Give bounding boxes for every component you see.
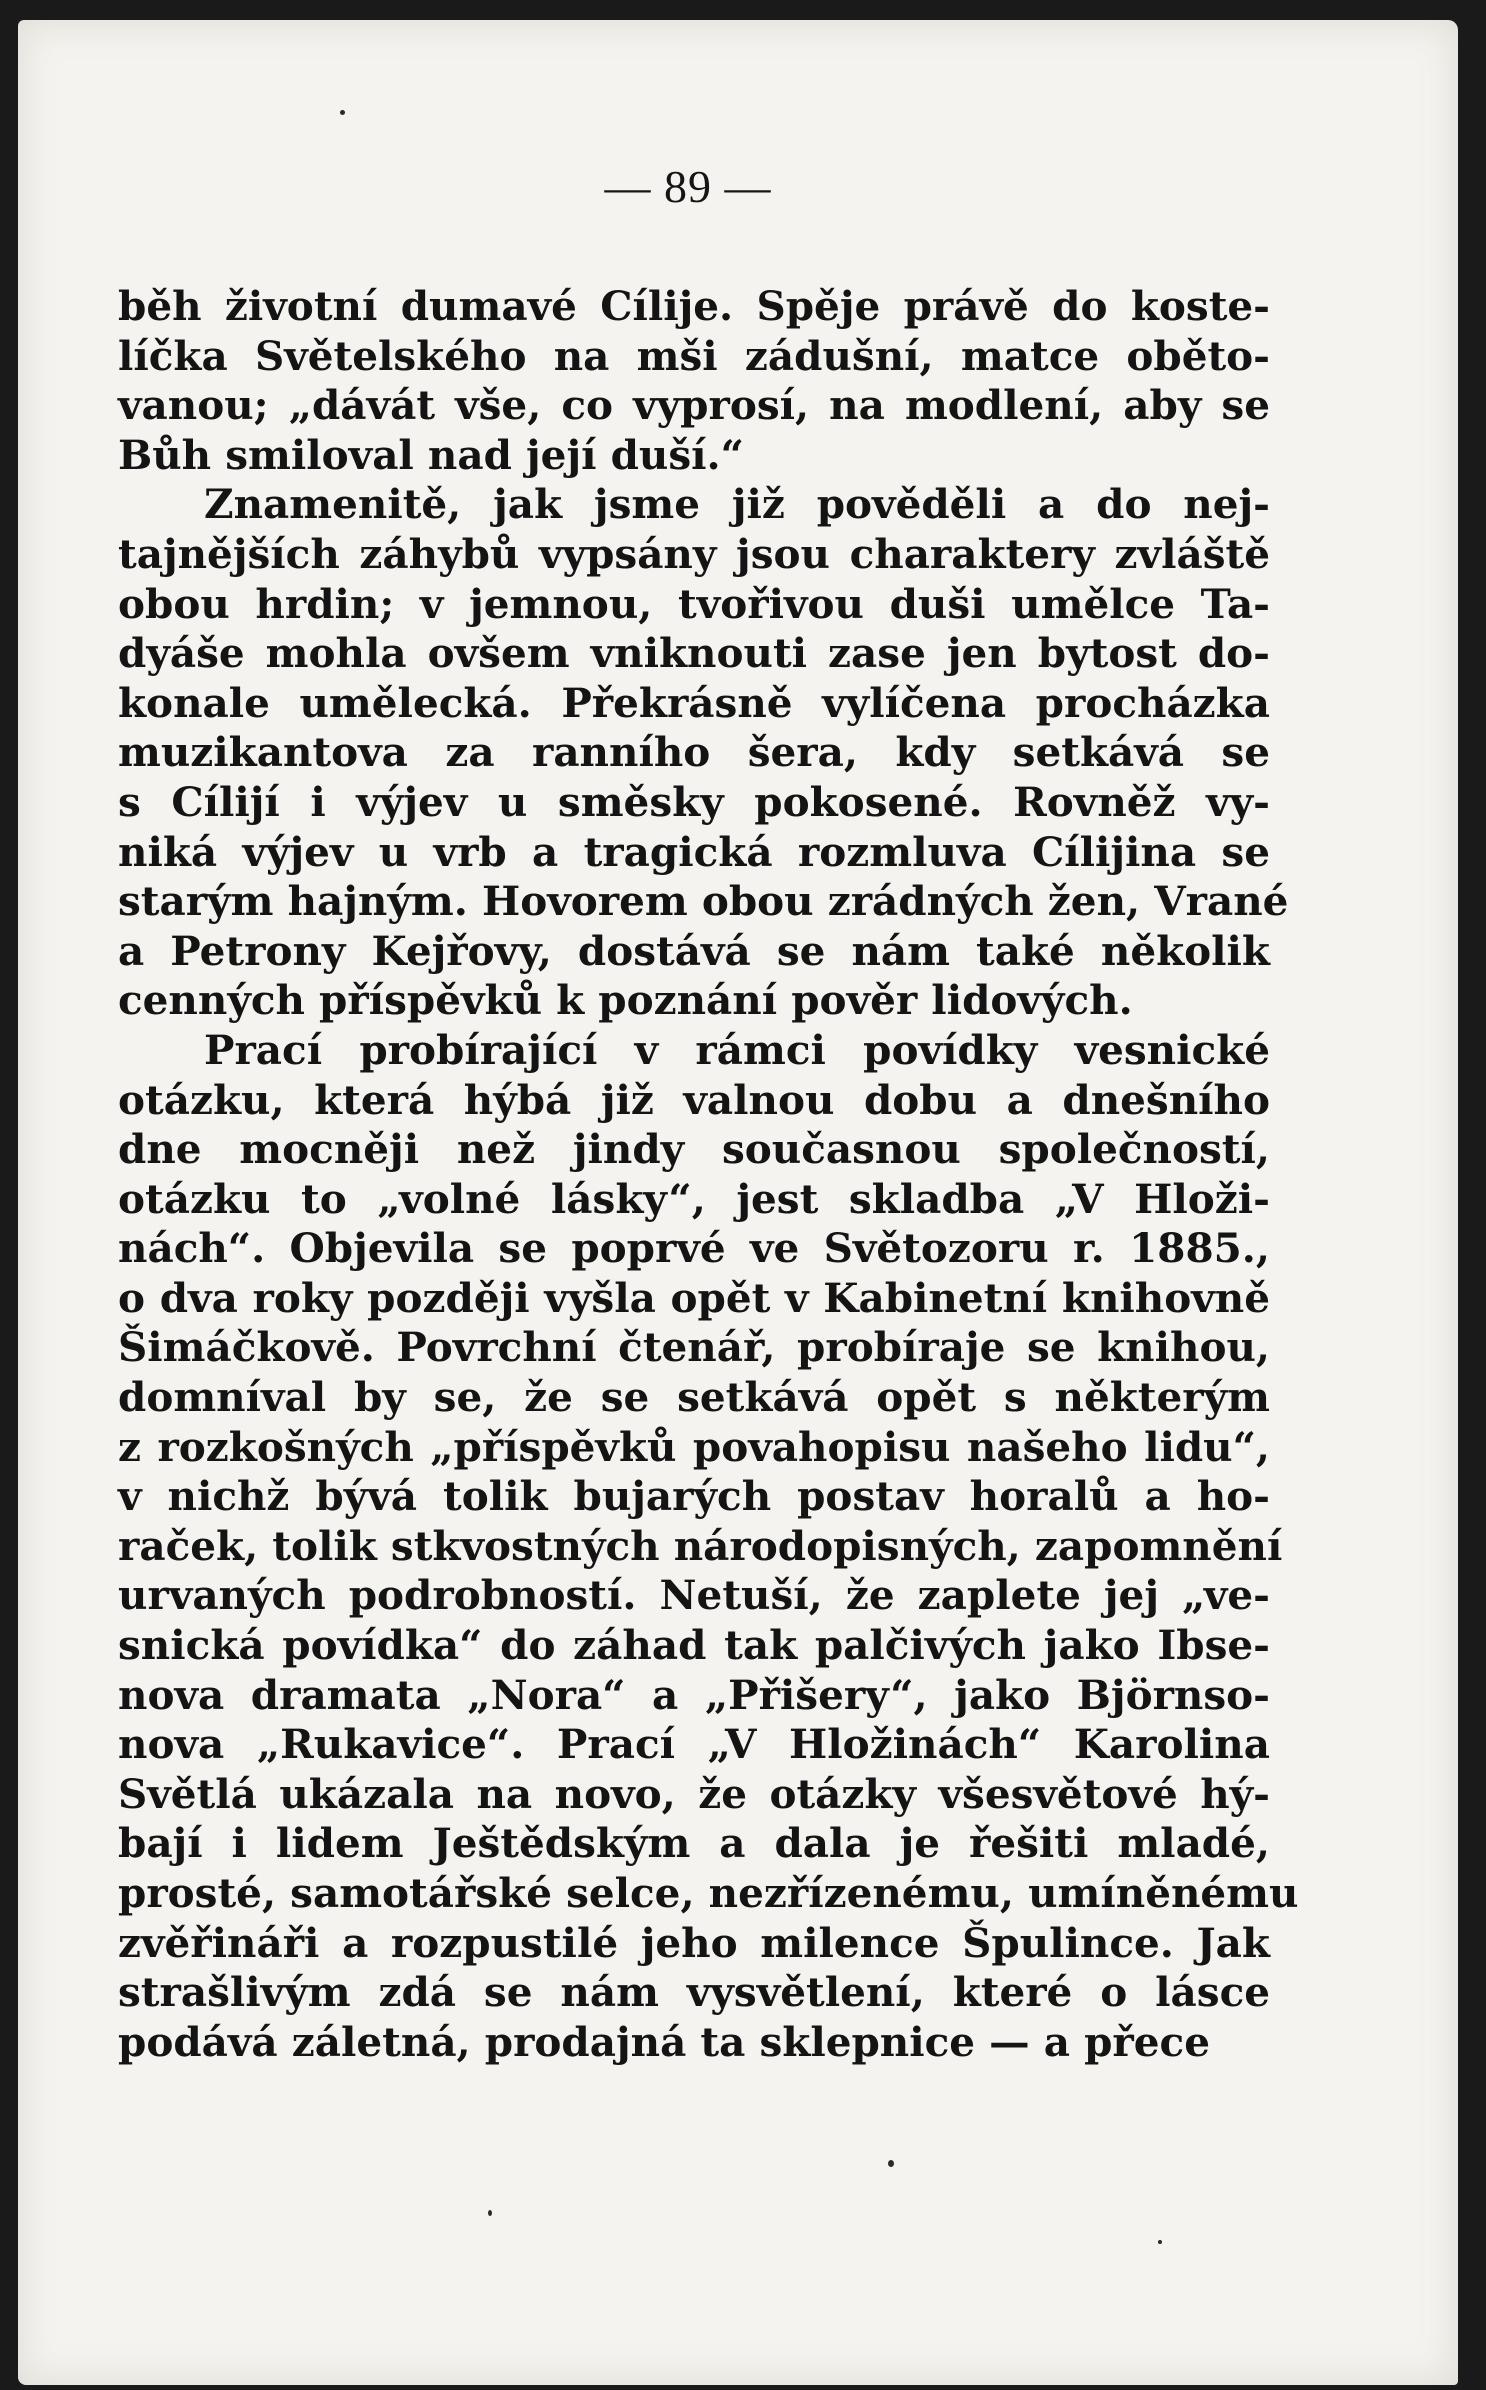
text-line: Znamenitě, jak jsme již pověděli a do nej- (204, 480, 1270, 529)
text-line: prosté, samotářské selce, nezřízenému, umíněnému (118, 1869, 1299, 1917)
ink-speck (488, 2210, 492, 2216)
ink-speck (340, 110, 345, 115)
text-line: bají i lidem Ještědským a dala je řešiti mladé, (118, 1819, 1270, 1868)
text-line: zvěřináři a rozpustilé jeho milence Špulince. Jak (118, 1918, 1270, 1967)
text-line: muzikantova za ranního šera, kdy setkává se (118, 728, 1270, 777)
text-line: vanou; „dávát vše, co vyprosí, na modlení, aby se (118, 381, 1270, 430)
text-line: Prací probírající v rámci povídky vesnické (204, 1025, 1270, 1074)
text-line: tajnějších záhybů vypsány jsou charaktery zvláště (118, 529, 1270, 578)
book-page (18, 20, 1458, 2385)
text-line: snická povídka“ do záhad tak palčivých jako Ibse- (118, 1621, 1270, 1670)
text-line: raček, tolik stkvostných národopisných, zapomnění (118, 1521, 1283, 1570)
text-line: nova dramata „Nora“ a „Přišery“, jako Björnso- (118, 1670, 1270, 1719)
text-line: Bůh smiloval nad její duší.“ (118, 430, 744, 479)
text-line: o dva roky později vyšla opět v Kabinetní knihovně (118, 1273, 1270, 1322)
text-line: s Cílijí i výjev u směsky pokosené. Rovněž vy- (118, 777, 1270, 826)
text-line: niká výjev u vrb a tragická rozmluva Cílijina se (118, 827, 1270, 876)
text-line: strašlivým zdá se nám vysvětlení, které o lásce (118, 1968, 1270, 2017)
text-line: podává záletná, prodajná ta sklepnice — a přece (118, 2017, 1210, 2066)
text-line: běh životní dumavé Cílije. Spěje právě do koste- (118, 282, 1270, 330)
text-line: dyáše mohla ovšem vniknouti zase jen bytost do- (118, 629, 1270, 678)
text-line: nách“. Objevila se poprvé ve Světozoru r. 1885., (118, 1224, 1270, 1273)
text-line: z rozkošných „příspěvků povahopisu našeho lidu“, (118, 1422, 1270, 1471)
page-number: — 89 — (604, 161, 772, 212)
text-line: a Petrony Kejřovy, dostává se nám také několik (118, 926, 1270, 975)
text-line: dne mocněji než jindy současnou společností, (118, 1125, 1270, 1174)
body-text (118, 282, 1299, 2067)
ink-speck (888, 2160, 894, 2167)
ink-speck (1158, 2240, 1162, 2244)
text-line: líčka Světelského na mši zádušní, matce obětо- (118, 331, 1270, 380)
text-line: Světlá ukázala na novo, že otázky všesvětové hý- (118, 1769, 1270, 1818)
text-line: otázku to „volné lásky“, jest skladba „V Hloži- (118, 1174, 1270, 1223)
text-line: starým hajným. Hovorem obou zrádných žen, Vrané (118, 877, 1289, 926)
text-line: obou hrdin; v jemnou, tvořivou duši umělce Ta- (118, 579, 1270, 628)
text-line: urvaných podrobností. Netuší, že zaplete jej „ve- (118, 1571, 1270, 1620)
text-line: nova „Rukavice“. Prací „V Hložinách“ Karolina (118, 1720, 1270, 1769)
text-line: konale umělecká. Překrásně vylíčena procházka (118, 678, 1270, 727)
text-line: otázku, která hýbá již valnou dobu a dnešního (118, 1075, 1270, 1124)
text-line: Šimáčkově. Povrchní čtenář, probíraje se knihou, (118, 1323, 1270, 1372)
text-line: cenných příspěvků k poznání pověr lidových. (118, 976, 1133, 1025)
text-line: v nichž bývá tolik bujarých postav horalů a ho- (118, 1472, 1270, 1521)
text-line: domníval by se, že se setkává opět s některým (118, 1373, 1270, 1422)
